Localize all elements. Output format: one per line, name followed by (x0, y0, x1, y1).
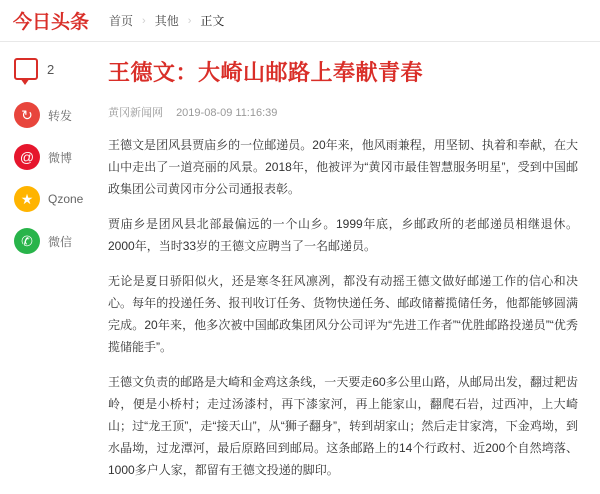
breadcrumb (107, 12, 226, 29)
weibo-icon: @ (14, 144, 40, 170)
page-title: 王德文：大崎山邮路上奉献青春 (108, 60, 424, 85)
share-label: 转发 (48, 108, 73, 123)
article-meta (108, 104, 578, 120)
wechat-label: 微信 (48, 234, 73, 249)
article-paragraph: 贾庙乡是团风县北部最偏远的一个山乡。1999年底，乡邮政所的老邮递员相继退休。2000年，当时33岁的王德文应聘当了一名邮递员。 (108, 216, 578, 253)
comment-count: 2 (47, 61, 55, 77)
article-paragraph: 王德文是团风县贾庙乡的一位邮递员。20年来，他风雨兼程，用坚韧、执着和奉献，在大山中走出了一道亮丽的风景。2018年，他被评为“黄冈市最佳智慧服务明星”，受到中国邮政集团公司黄冈市分公司通报表彰。 (108, 137, 578, 196)
weibo-label: 微博 (48, 150, 73, 165)
site-header (0, 0, 600, 42)
qzone-label: Qzone (48, 192, 84, 206)
comment-icon (14, 58, 38, 80)
share-icon: ↻ (14, 102, 40, 128)
qzone-button[interactable] (14, 186, 96, 212)
chevron-right-icon: › (187, 14, 192, 27)
article-paragraph: 王德文负责的邮路是大崎和金鸡这条线，一天要走60多公里山路，从邮局出发，翻过耙齿岭，便是小桥村；走过汤漆村，再下漆家河，再上能家山，翻爬石岩，过西冲，上大崎山；过“龙王顶”，走“接天山”，从“狮子翻身”，转到胡家山；然后走甘家湾，下金鸡坳，到水晶坳，过龙潭河，最后原路回到邮局。这条邮路上的14个行政村、近200个自然塆落、1000多户人家，都留有王德文投递的脚印。 (108, 374, 578, 477)
weibo-button[interactable] (14, 144, 96, 170)
chevron-right-icon: › (142, 14, 146, 27)
wechat-button[interactable] (14, 228, 96, 254)
article-source: 黄冈新闻网 (108, 106, 163, 119)
article-paragraph: 无论是夏日骄阳似火，还是寒冬狂风凛冽，都没有动摇王德文做好邮递工作的信心和决心。每年的投递任务、报刊收订任务、货物快递任务、邮政储蓄揽储任务，他都能够圆满完成。20年来，他多次被中国邮政集团风分公司评为“先进工作者”“优胜邮路投递员”“优秀揽储能手”。 (108, 273, 578, 354)
share-button[interactable] (14, 102, 96, 128)
article-body (108, 42, 578, 494)
social-rail (0, 42, 96, 270)
site-logo[interactable]: 今日头条 (13, 12, 90, 33)
breadcrumb-item-other[interactable]: 其他 (154, 14, 179, 28)
qzone-icon: ★ (14, 186, 40, 212)
comment-button[interactable] (14, 58, 96, 80)
article-datetime: 2019-08-09 11:16:39 (176, 106, 278, 119)
breadcrumb-item-home[interactable]: 首页 (109, 14, 134, 28)
breadcrumb-item-current: 正文 (200, 14, 225, 28)
wechat-icon: ✆ (14, 228, 40, 254)
